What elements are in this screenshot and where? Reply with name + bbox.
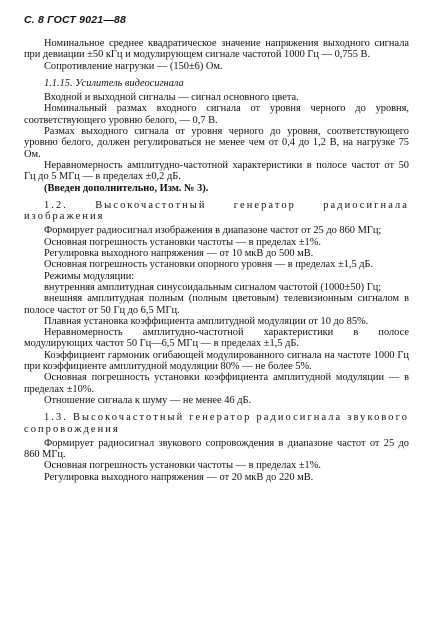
paragraph: Формирует радиосигнал изображения в диапазоне частот от 25 до 860 МГц; — [44, 225, 382, 237]
paragraph: Входной и выходной сигналы — сигнал основного цвета. — [44, 92, 299, 104]
paragraph: Отношение сигнала к шуму — не менее 46 дБ. — [44, 394, 252, 406]
paragraph: Номинальный размах входного сигнала от уровня черного до уровня, соответствующего уровню белого, — 0,7 В. — [24, 103, 409, 126]
paragraph: Формирует радиосигнал звукового сопровождения в диапазоне частот от 25 до 860 МГц. — [24, 437, 409, 461]
paragraph: (Введен дополнительно, Изм. № 3). — [44, 182, 209, 194]
paragraph: Неравномерность амплитудно-частотной характеристики в полосе частот от 50 Гц до 5 МГц — в пределах ±0,2 дБ. — [24, 159, 409, 183]
paragraph: Неравномерность амплитудно-частотной характеристики в полосе модулирующих частот 50 Гц—6,5 МГц — в пределах ±1,5 дБ. — [24, 327, 409, 350]
page-header: С. 8 ГОСТ 9021—88 — [24, 14, 127, 26]
paragraph: Размах выходного сигнала от уровня черного до уровня, соответствующего уровню белого, должен регулироваться не менее чем от 0,4 до 1,2 В, на нагрузке 75 Ом. — [24, 126, 409, 160]
paragraph: 1.3. Высокочастотный генератор радиосигнала звукового сопровождения — [24, 412, 409, 435]
paragraph: Регулировка выходного напряжения — от 20 мкВ до 220 мВ. — [44, 471, 314, 483]
paragraph: Основная погрешность установки частоты — в пределах ±1%. — [44, 236, 322, 248]
paragraph: Регулировка выходного напряжения — от 10 мкВ до 500 мВ. — [44, 248, 314, 260]
paragraph: Коэффициент гармоник огибающей модулированного сигнала на частоте 1000 Гц при коэффициенте амплитудной модуляции 80% — не более 5%. — [24, 349, 409, 373]
document-body — [24, 38, 409, 483]
paragraph: Режимы модуляции: — [44, 270, 135, 282]
paragraph: Основная погрешность установки опорного уровня — в пределах ±1,5 дБ. — [44, 259, 374, 271]
paragraph: внешняя амплитудная полным (полным цветовым) телевизионным сигналом в полосе частот от 50 Гц до 6,5 МГц. — [24, 293, 409, 316]
paragraph: внутренняя амплитудная синусоидальным сигналом частотой (1000±50) Гц; — [44, 281, 382, 293]
paragraph: 1.2. Высокочастотный генератор радиосигнала изображения — [24, 199, 409, 223]
paragraph: 1.1.15. Усилитель видеосигнала — [44, 77, 184, 89]
paragraph: Плавная установка коэффициента амплитудной модуляции от 10 до 85%. — [44, 315, 369, 327]
paragraph: Основная погрешность установки частоты — в пределах ±1%. — [44, 460, 322, 472]
paragraph: Номинальное среднее квадратическое значение напряжения выходного сигнала при девиации ±50 кГц и модулирующем сигнале частотой 1000 Гц — 0,755 В. — [24, 38, 409, 61]
paragraph: Основная погрешность установки коэффициента амплитудной модуляции — в пределах ±10%. — [24, 372, 409, 395]
paragraph: Сопротивление нагрузки — (150±6) Ом. — [44, 60, 223, 72]
